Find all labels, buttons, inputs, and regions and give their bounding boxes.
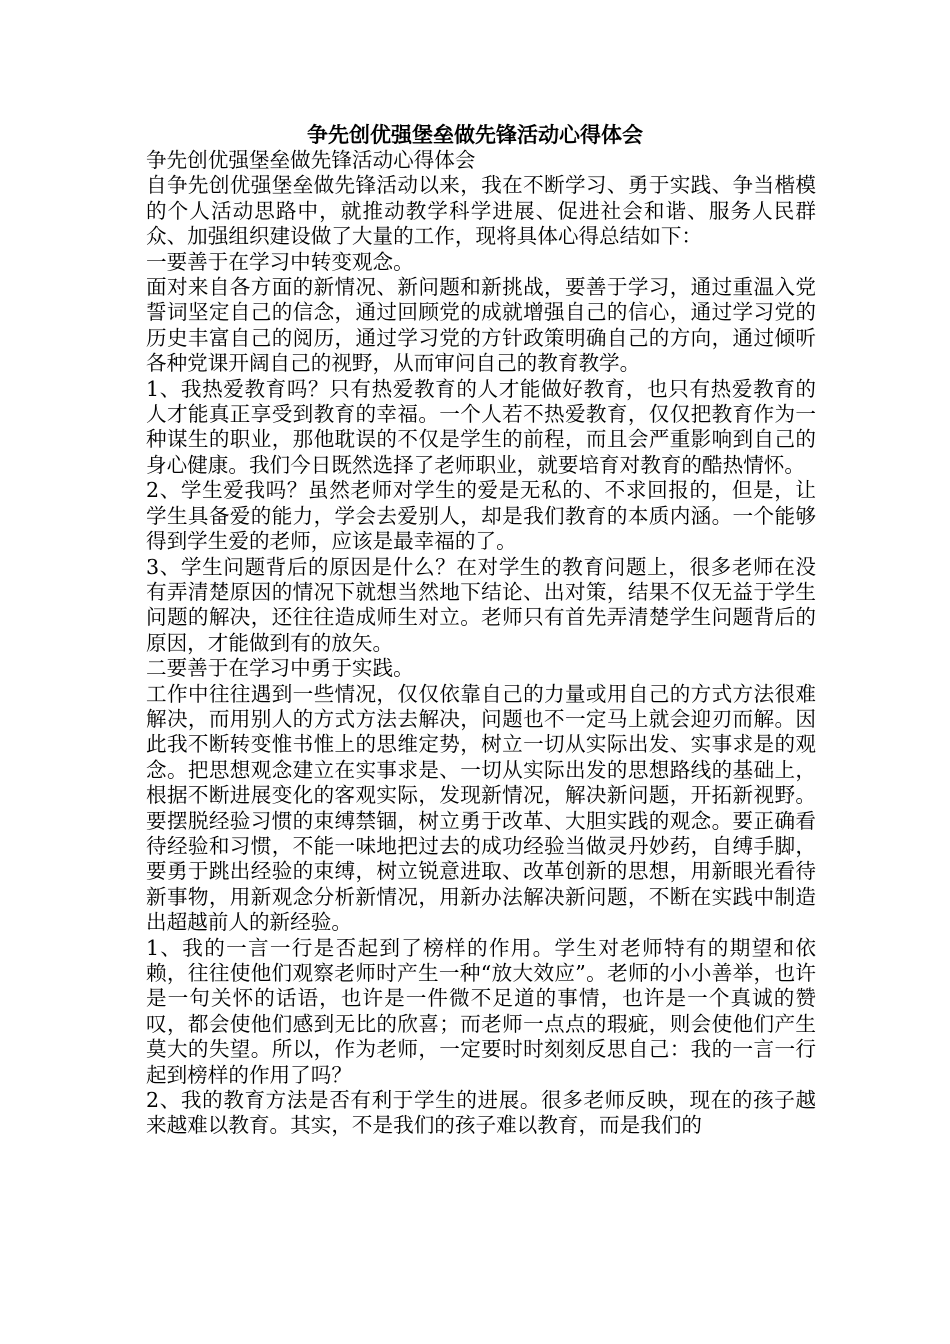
document-body xyxy=(146,148,816,1139)
section-heading-1: 一要善于在学习中转变观念。 xyxy=(146,249,414,274)
paragraph: 2、学生爱我吗？虽然老师对学生的爱是无私的、不求回报的，但是，让学生具备爱的能力，学会去爱别人，却是我们教育的本质内涵。一个能够得到学生爱的老师，应该是最幸福的了。 xyxy=(146,478,816,554)
paragraph-intro: 自争先创优强堡垒做先锋活动以来，我在不断学习、勇于实践、争当楷模的个人活动思路中，就推动教学科学进展、促进社会和谐、服务人民群众、加强组织建设做了大量的工作，现将具体心得总结如下： xyxy=(146,173,816,249)
paragraph: 1、我的一言一行是否起到了榜样的作用。学生对老师特有的期望和依赖，往往使他们观察老师时产生一种“放大效应”。老师的小小善举，也许是一句关怀的话语，也许是一件微不足道的事情，也许是一个真诚的赞叹，都会使他们感到无比的欣喜；而老师一点点的瑕疵，则会使他们产生莫大的失望。所以，作为老师，一定要时时刻刻反思自己：我的一言一行起到榜样的作用了吗？ xyxy=(146,935,816,1087)
paragraph: 3、学生问题背后的原因是什么？在对学生的教育问题上，很多老师在没有弄清楚原因的情况下就想当然地下结论、出对策，结果不仅无益于学生问题的解决，还往往造成师生对立。老师只有首先弄清楚学生问题背后的原因，才能做到有的放矢。 xyxy=(146,554,816,655)
paragraph: 1、我热爱教育吗？只有热爱教育的人才能做好教育，也只有热爱教育的人才能真正享受到教育的幸福。一个人若不热爱教育，仅仅把教育作为一种谋生的职业，那他耽误的不仅是学生的前程，而且会严重影响到自己的身心健康。我们今日既然选择了老师职业，就要培育对教育的酷热情怀。 xyxy=(146,376,816,477)
document-title: 争先创优强堡垒做先锋活动心得体会 xyxy=(307,123,643,147)
section-heading-2: 二要善于在学习中勇于实践。 xyxy=(146,656,414,681)
paragraph: 工作中往往遇到一些情况，仅仅依靠自己的力量或用自己的方式方法很难解决，而用别人的方式方法去解决，问题也不一定马上就会迎刃而解。因此我不断转变惟书惟上的思维定势，树立一切从实际出发、实事求是的观念。把思想观念建立在实事求是、一切从实际出发的思想路线的基础上，根据不断进展变化的客观实际，发现新情况，解决新问题，开拓新视野。要摆脱经验习惯的束缚禁锢，树立勇于改革、大胆实践的观念。要正确看待经验和习惯，不能一味地把过去的成功经验当做灵丹妙药，自缚手脚，要勇于跳出经验的束缚，树立锐意进取、改革创新的思想，用新眼光看待新事物，用新观念分析新情况，用新办法解决新问题，不断在实践中制造出超越前人的新经验。 xyxy=(146,681,816,935)
paragraph: 2、我的教育方法是否有利于学生的进展。很多老师反映，现在的孩子越来越难以教育。其实，不是我们的孩子难以教育，而是我们的 xyxy=(146,1088,816,1138)
paragraph: 面对来自各方面的新情况、新问题和新挑战，要善于学习，通过重温入党誓词坚定自己的信念，通过回顾党的成就增强自己的信心，通过学习党的历史丰富自己的阅历，通过学习党的方针政策明确自己的方向，通过倾听各种党课开阔自己的视野，从而审问自己的教育教学。 xyxy=(146,275,816,376)
paragraph-subtitle: 争先创优强堡垒做先锋活动心得体会 xyxy=(146,148,476,172)
